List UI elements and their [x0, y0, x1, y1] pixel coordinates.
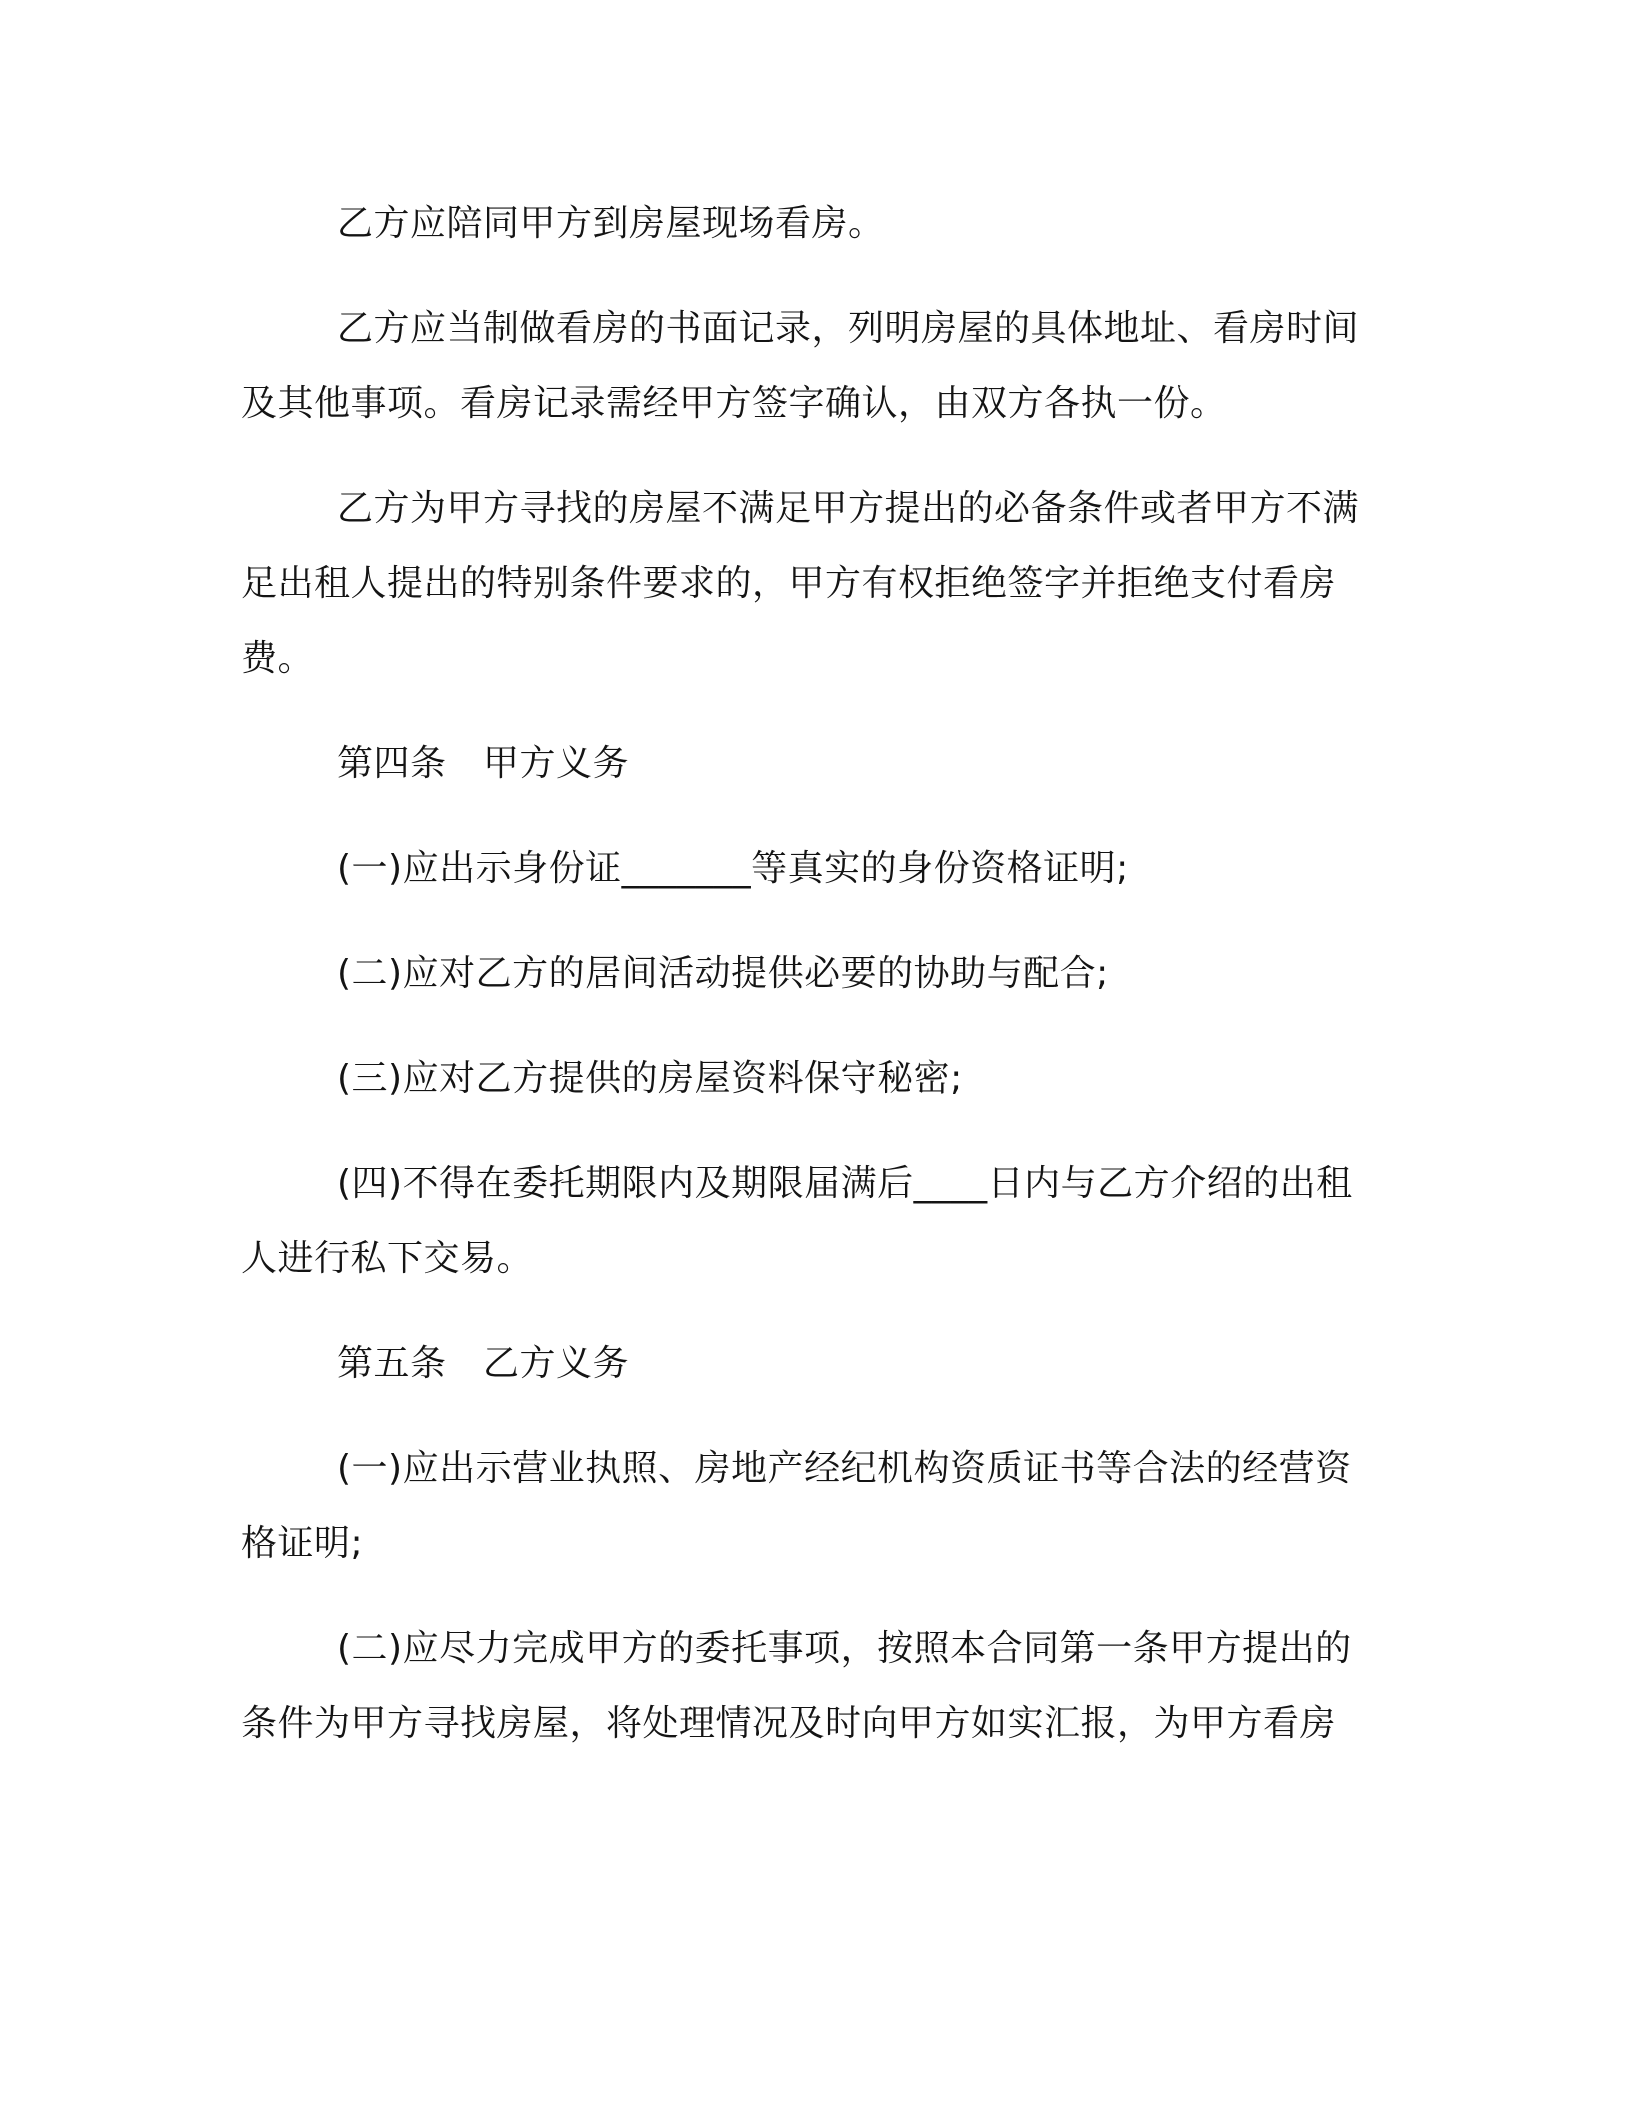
document-body: [241, 186, 1381, 1791]
party-b-duty-1: (一)应出示营业执照、房地产经纪机构资质证书等合法的经营资格证明;: [241, 1448, 1352, 1564]
party-b-duty-2: (二)应尽力完成甲方的委托事项，按照本合同第一条甲方提出的条件为甲方寻找房屋，将处理情况及时向甲方如实汇报，为甲方看房: [241, 1628, 1352, 1744]
party-a-duty-4: (四)不得在委托期限内及期限届满后____日内与乙方介绍的出租人进行私下交易。: [241, 1163, 1353, 1279]
party-a-duty-3: (三)应对乙方提供的房屋资料保守秘密;: [337, 1058, 963, 1099]
paragraph-viewing-record: 乙方应当制做看房的书面记录，列明房屋的具体地址、看房时间及其他事项。看房记录需经甲方签字确认，由双方各执一份。: [241, 308, 1360, 424]
paragraph-accompany-viewing: 乙方应陪同甲方到房屋现场看房。: [337, 203, 885, 244]
party-a-duty-2: (二)应对乙方的居间活动提供必要的协助与配合;: [337, 953, 1109, 994]
article-five-heading: 第五条 乙方义务: [337, 1343, 630, 1384]
paragraph-refuse-payment: 乙方为甲方寻找的房屋不满足甲方提出的必备条件或者甲方不满足出租人提出的特别条件要求的，甲方有权拒绝签字并拒绝支付看房费。: [241, 488, 1360, 679]
article-four-heading: 第四条 甲方义务: [337, 743, 630, 784]
party-a-duty-1: (一)应出示身份证_______等真实的身份资格证明;: [337, 848, 1129, 889]
